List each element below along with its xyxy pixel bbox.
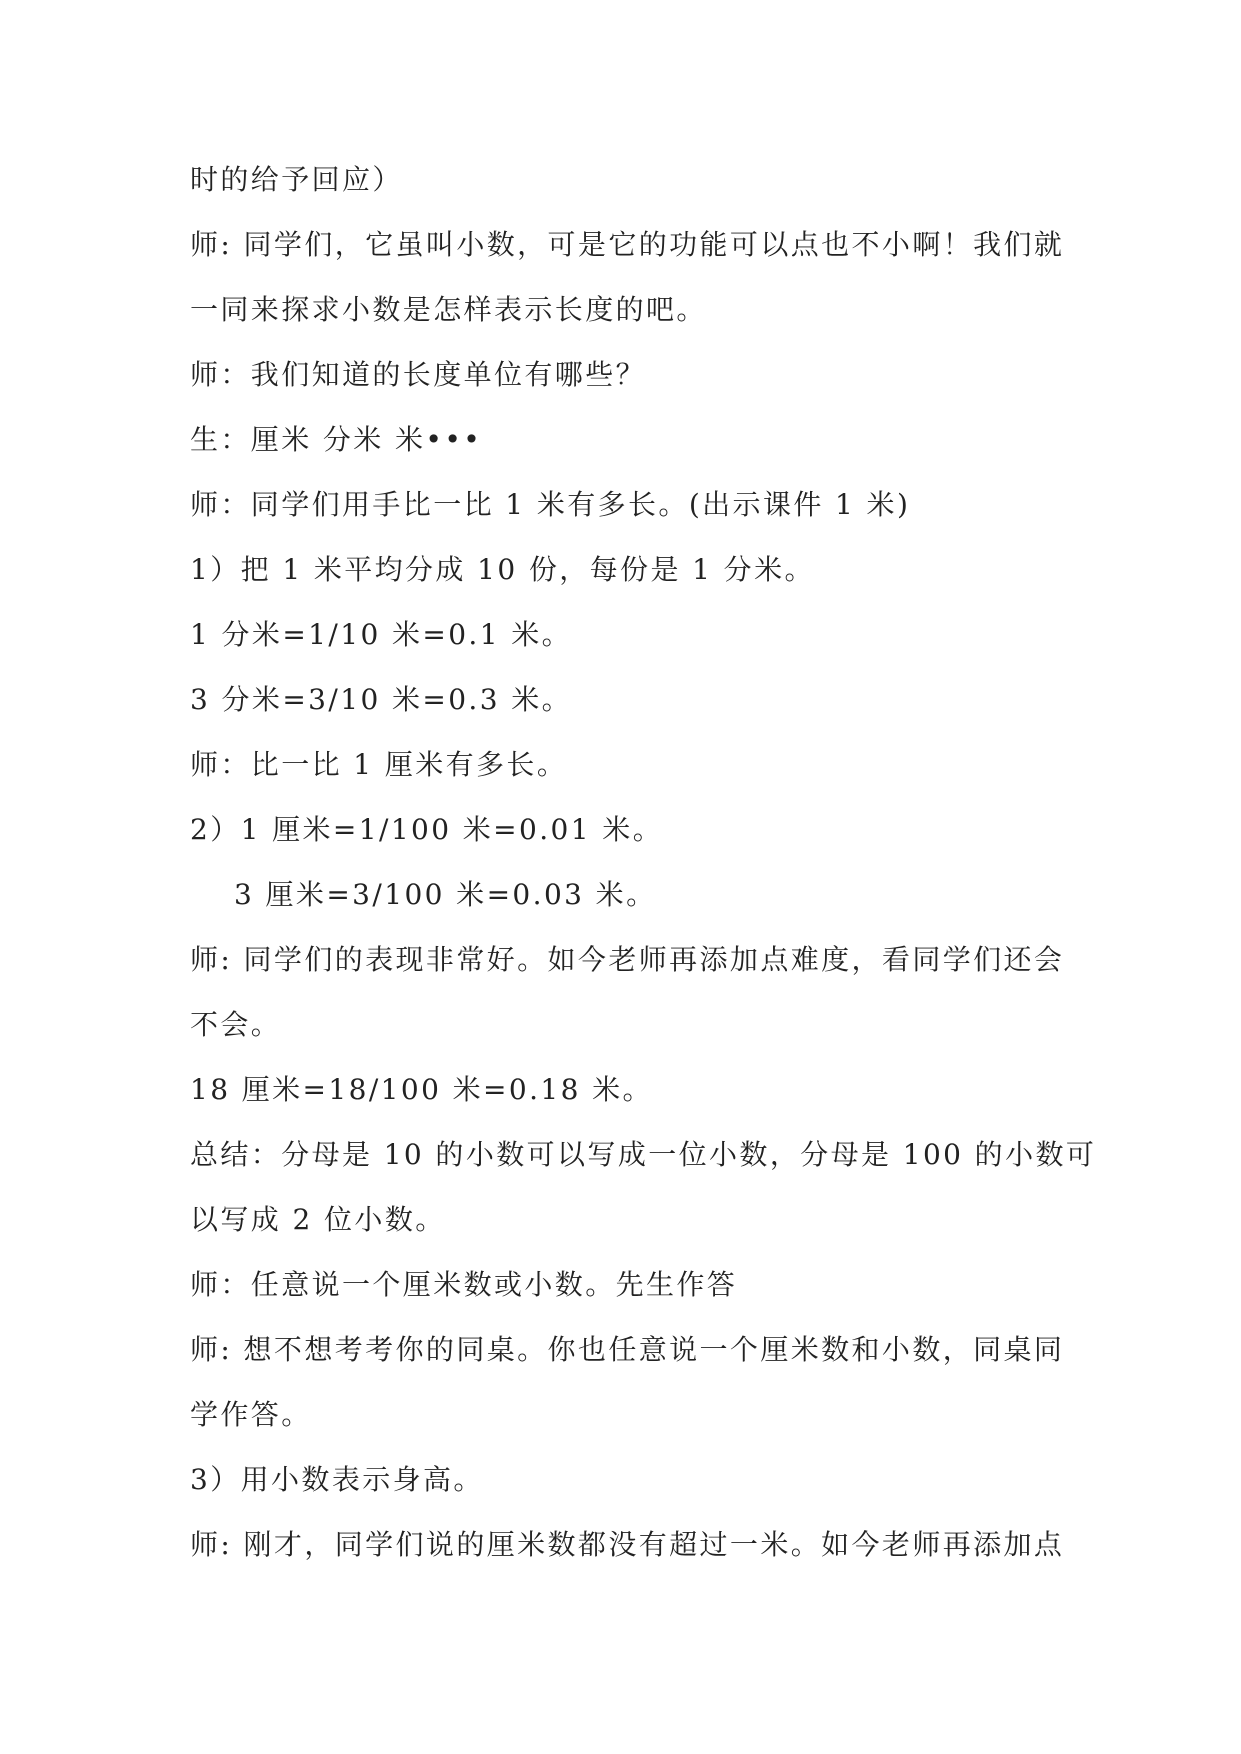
text-line: 3）用小数表示身高。 — [190, 1463, 484, 1496]
text-line: 1 分米=1/10 米=0.1 米。 — [190, 618, 573, 651]
text-line: 时的给予回应） — [190, 163, 403, 196]
text-line: 不会。 — [190, 1008, 282, 1041]
text-line: 师：同学们用手比一比 1 米有多长。(出示课件 1 米) — [190, 488, 911, 521]
text-line: 总结：分母是 10 的小数可以写成一位小数，分母是 100 的小数可 — [190, 1138, 1097, 1171]
text-line: 18 厘米=18/100 米=0.18 米。 — [190, 1073, 653, 1106]
text-line-indented: 3 厘米=3/100 米=0.03 米。 — [234, 878, 657, 911]
text-line: 一同来探求小数是怎样表示长度的吧。 — [190, 293, 707, 326]
text-line: 生：厘米 分米 米••• — [190, 423, 483, 456]
text-line: 师：我们知道的长度单位有哪些？ — [190, 358, 647, 391]
text-line: 学作答。 — [190, 1398, 312, 1431]
text-line: 师: 想不想考考你的同桌。你也任意说一个厘米数和小数，同桌同 — [190, 1333, 1065, 1366]
text-line: 以写成 2 位小数。 — [190, 1203, 446, 1236]
text-line: 师：比一比 1 厘米有多长。 — [190, 748, 568, 781]
text-line: 师: 刚才，同学们说的厘米数都没有超过一米。如今老师再添加点 — [190, 1528, 1065, 1561]
text-line: 师：任意说一个厘米数或小数。先生作答 — [190, 1268, 738, 1301]
text-line: 1）把 1 米平均分成 10 份，每份是 1 分米。 — [190, 553, 815, 586]
text-line: 师: 同学们，它虽叫小数，可是它的功能可以点也不小啊！我们就 — [190, 228, 1065, 261]
text-line: 师: 同学们的表现非常好。如今老师再添加点难度，看同学们还会 — [190, 943, 1065, 976]
text-line: 2）1 厘米=1/100 米=0.01 米。 — [190, 813, 664, 846]
text-line: 3 分米=3/10 米=0.3 米。 — [190, 683, 573, 716]
document-body — [190, 160, 1097, 1590]
